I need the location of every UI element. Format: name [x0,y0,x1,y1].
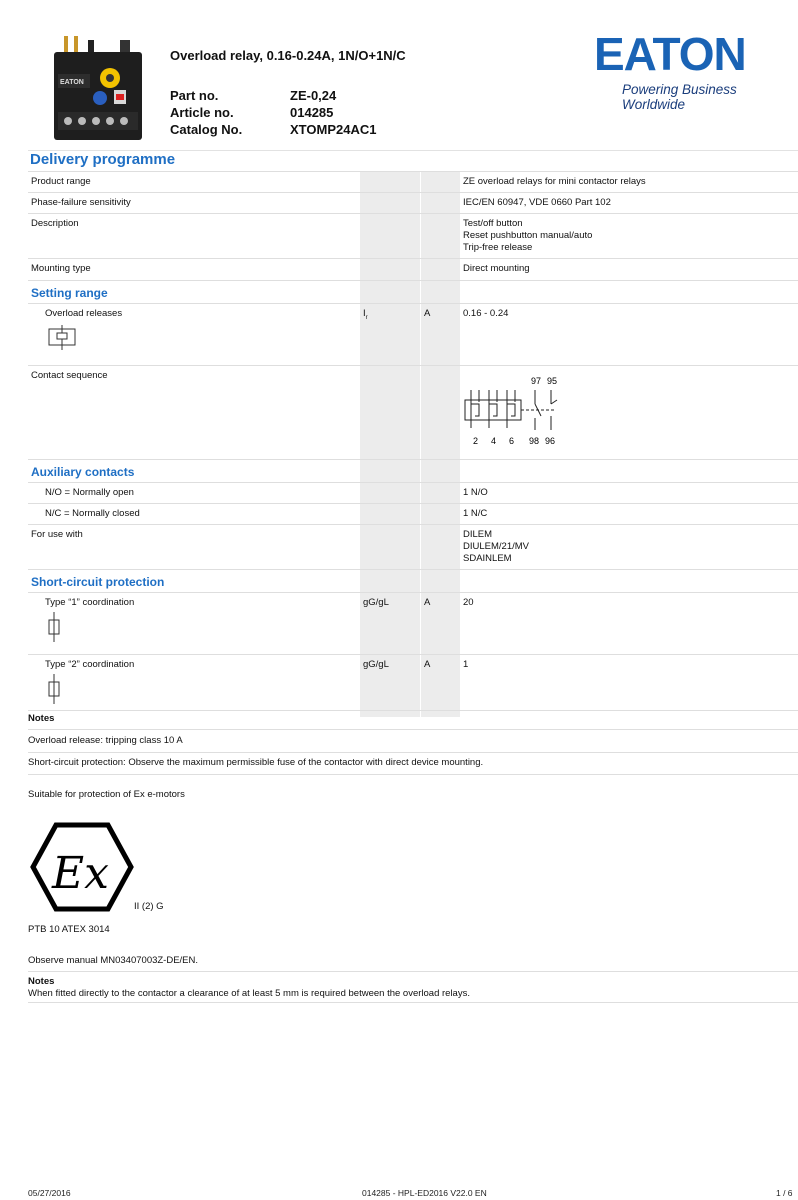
product-image [50,34,146,144]
setting-symbol-sub: r [365,314,368,321]
row-value: IEC/EN 60947, VDE 0660 Part 102 [463,197,611,208]
notes-heading: Notes [28,976,55,987]
footer-page: 1 / 6 [776,1188,793,1198]
row-label: Product range [31,176,91,187]
row-value: 20 [463,597,474,608]
brand-tagline: Powering Business Worldwide [622,82,737,112]
row-aux-contacts [28,459,798,482]
row-unit: A [420,593,460,654]
terminal-label: 95 [547,376,558,386]
row-label: Type “2” coordination [45,659,135,670]
row-product-range [28,171,798,192]
row-label: Mounting type [31,263,91,274]
ex-class: II (2) G [134,901,164,912]
note-text: When fitted directly to the contactor a clearance of at least 5 mm is required between the overload relays. [28,988,470,999]
note-text: Overload release: tripping class 10 A [28,735,183,746]
fuse-symbol-icon [45,612,65,642]
terminal-label: 96 [545,436,556,446]
row-value: ZE overload relays for mini contactor relays [463,176,646,187]
row-value: Test/off button [463,218,523,229]
spec-table [28,171,798,717]
row-value: Reset pushbutton manual/auto [463,230,593,241]
ptb-cert: PTB 10 ATEX 3014 [28,924,110,935]
row-setting-range [28,280,798,303]
notes-divider [28,710,798,711]
terminal-label: 6 [509,436,515,446]
row-mounting [28,258,798,280]
fuse-symbol-icon [45,674,65,704]
catalog-no-label: Catalog No. [170,122,243,137]
setting-symbol: I [363,308,366,319]
row-label: For use with [31,529,83,540]
product-title: Overload relay, 0.16-0.24A, 1N/O+1N/C [170,48,406,63]
eaton-logo [594,30,746,76]
subheading: Setting range [31,286,108,300]
row-fuse: gG/gL [360,655,420,717]
row-label: N/C = Normally closed [45,508,140,519]
row-unit: A [420,655,460,717]
row-value: DIULEM/21/MV [463,541,529,552]
row-phase-failure [28,192,798,213]
row-short-circuit [28,569,798,592]
note-text: Short-circuit protection: Observe the maximum permissible fuse of the contactor with direct device mounting. [28,757,484,768]
article-no-label: Article no. [170,105,234,120]
row-value: 0.16 - 0.24 [463,308,509,319]
row-description [28,213,798,258]
row-nc [28,503,798,524]
note-text: Suitable for protection of Ex e-motors [28,789,185,800]
row-label: Phase-failure sensitivity [31,197,131,208]
terminal-label: 4 [491,436,497,446]
ex-label: Ex [52,848,109,899]
row-label: Contact sequence [31,370,108,381]
note-text: Observe manual MN03407003Z-DE/EN. [28,955,199,966]
footer-date: 05/27/2016 [28,1188,71,1198]
part-no-value: ZE-0,24 [290,88,337,103]
row-value: 1 N/O [463,487,488,498]
row-value: Trip-free release [463,242,533,253]
row-value: 1 [463,659,469,670]
catalog-no-value: XTOMP24AC1 [290,122,377,137]
row-type2 [28,654,798,717]
row-type1 [28,592,798,654]
row-for-use [28,524,798,569]
subheading: Short-circuit protection [31,575,165,589]
row-label: Description [31,218,79,229]
notes-heading: Notes [28,713,55,724]
row-label: N/O = Normally open [45,487,134,498]
article-no-value: 014285 [290,105,334,120]
terminal-label: 98 [529,436,540,446]
overload-relay-symbol-icon [45,325,79,351]
terminal-label: 2 [473,436,479,446]
row-label: Overload releases [45,308,123,319]
row-fuse: gG/gL [360,593,420,654]
section-title: Delivery programme [30,151,176,168]
contact-sequence-diagram-icon [463,372,573,454]
terminal-label: 97 [531,376,542,386]
row-no [28,482,798,503]
row-label: Type “1” coordination [45,597,135,608]
row-contact-sequence [28,365,798,459]
row-unit: A [420,304,460,365]
row-value: Direct mounting [463,263,530,274]
ex-hexagon-icon [30,822,134,912]
row-value: 1 N/C [463,508,488,519]
part-no-label: Part no. [170,88,219,103]
row-value: SDAINLEM [463,553,512,564]
brand-wordmark: EATON [594,30,746,76]
subheading: Auxiliary contacts [31,465,135,479]
footer-doc: 014285 - HPL-ED2016 V22.0 EN [362,1188,487,1198]
row-overload [28,303,798,365]
device-brand-label: EATON [60,79,84,86]
row-value: DILEM [463,529,493,540]
